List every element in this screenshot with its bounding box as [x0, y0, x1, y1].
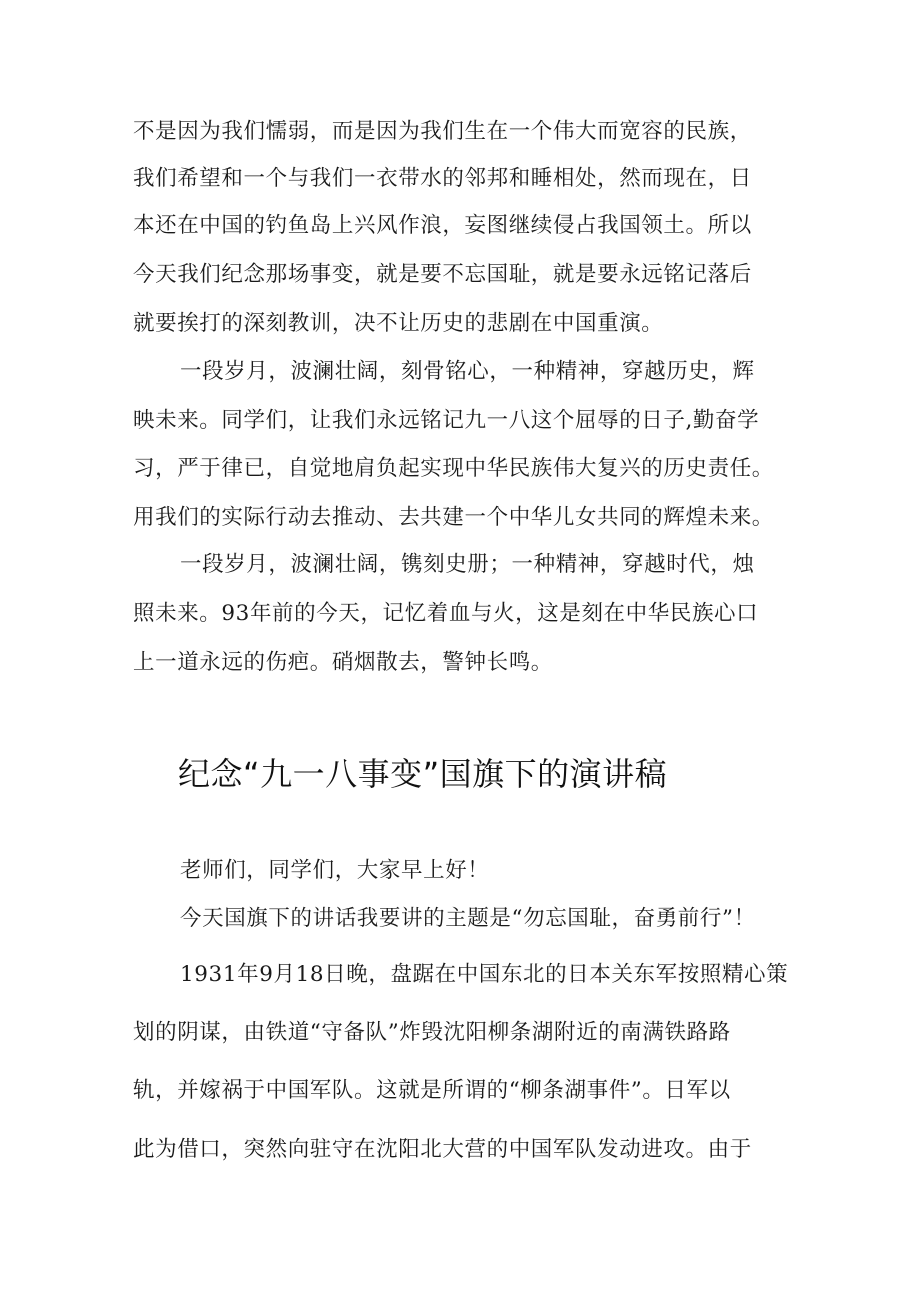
greeting: 老师们，同学们，大家早上好！ — [180, 858, 490, 883]
topic-statement: 今天国旗下的讲话我要讲的主题是“勿忘国耻，奋勇前行”！ — [180, 906, 756, 931]
text-line: 此为借口，突然向驻守在沈阳北大营的中国军队发动进攻。由于 — [133, 1137, 752, 1162]
text-line: 我们希望和一个与我们一衣带水的邻邦和睡相处，然而现在，日 — [133, 166, 752, 191]
text-line: 映未来。同学们，让我们永远铭记九一八这个屈辱的日子,勤奋学 — [133, 408, 760, 433]
text-line: 用我们的实际行动去推动、去共建一个中华儿女共同的辉煌未来。 — [133, 505, 774, 530]
text-line: 照未来。93年前的今天，记忆着血与火，这是刻在中华民族心口 — [133, 601, 759, 626]
text-line: 本还在中国的钓鱼岛上兴风作浪，妄图继续侵占我国领土。所以 — [133, 213, 752, 238]
text-line: 不是因为我们懦弱，而是因为我们生在一个伟大而宽容的民族， — [133, 119, 752, 144]
speech-title: 纪念“九一八事变”国旗下的演讲稿 — [178, 755, 668, 793]
text-line: 1931年9月18日晚，盘踞在中国东北的日本关东军按照精心策 — [180, 962, 789, 987]
text-line: 上一道永远的伤疤。硝烟散去，警钟长鸣。 — [133, 650, 553, 675]
text-line: 今天我们纪念那场事变，就是要不忘国耻，就是要永远铭记落后 — [133, 262, 752, 287]
text-line: 习，严于律已，自觉地肩负起实现中华民族伟大复兴的历史责任。 — [133, 456, 774, 481]
text-line: 一段岁月，波澜壮阔，刻骨铭心，一种精神，穿越历史，辉 — [180, 359, 755, 384]
text-line: 划的阴谋，由铁道“守备队”炸毁沈阳柳条湖附近的南满铁路路 — [133, 1020, 731, 1045]
text-line: 就要挨打的深刻教训，决不让历史的悲剧在中国重演。 — [133, 311, 664, 336]
text-line: 一段岁月，波澜壮阔，镌刻史册；一种精神，穿越时代，烛 — [180, 552, 755, 577]
text-line: 轨，并嫁祸于中国军队。这就是所谓的“柳条湖事件”。日军以 — [133, 1078, 731, 1103]
